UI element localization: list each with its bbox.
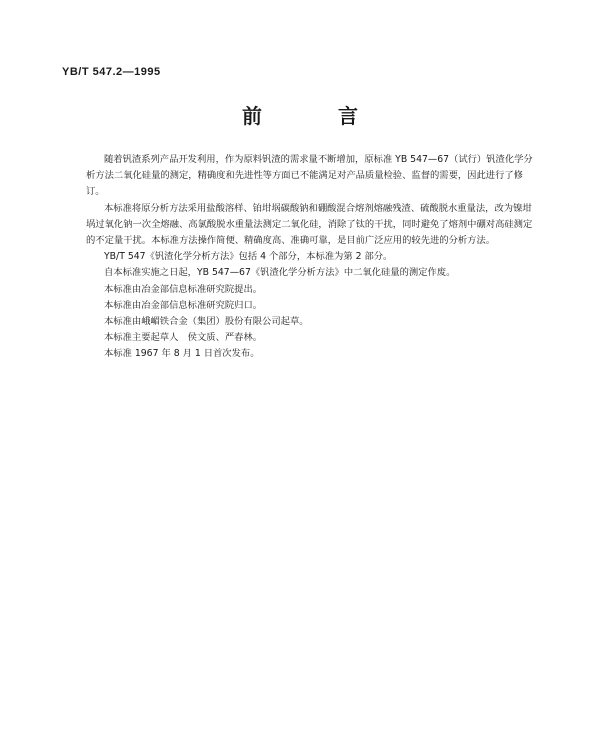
paragraph-background: 随着钒渣系列产品开发利用，作为原料钒渣的需求量不断增加，原标准 YB 547—67（试行）钒渣化学分析方法二氧化硅量的测定，精确度和先进性等方面已不能满足对产品质量检验、监督的需要，因此进行了修订。 <box>86 154 533 198</box>
paragraph-method-change: 本标准将原分析方法采用盐酸溶样、铂坩埚碳酸钠和硼酸混合熔剂熔融残渣、硫酸脱水重量法，改为镍坩埚过氧化钠一次全熔融、高氯酸脱水重量法测定二氧化硅，消除了钛的干扰，同时避免了熔剂中硼对高硅测定的不定量干扰。本标准方法操作简便、精确度高、准确可靠，是目前广泛应用的较先进的分析方法。 <box>86 202 533 247</box>
paragraph-proposed-by: 本标准由冶金部信息标准研究院提出。 <box>104 283 263 295</box>
paragraph-centralized-by: 本标准由冶金部信息标准研究院归口。 <box>104 299 263 311</box>
paragraph-drafted-by: 本标准由峨嵋铁合金（集团）股份有限公司起草。 <box>104 316 309 328</box>
paragraph-first-issued: 本标准 1967 年 8 月 1 日首次发布。 <box>104 348 260 360</box>
paragraph-supersedes: 自本标准实施之日起，YB 547—67《钒渣化学分析方法》中二氧化硅量的测定作废。 <box>104 267 456 279</box>
paragraph-drafters: 本标准主要起草人 侯文质、严春林。 <box>104 332 263 344</box>
standard-code: YB/T 547.2—1995 <box>62 66 161 78</box>
page-title: 前 言 <box>242 104 386 128</box>
foreword-body <box>86 152 538 363</box>
paragraph-parts: YB/T 547《钒渣化学分析方法》包括 4 个部分，本标准为第 2 部分。 <box>104 251 393 263</box>
